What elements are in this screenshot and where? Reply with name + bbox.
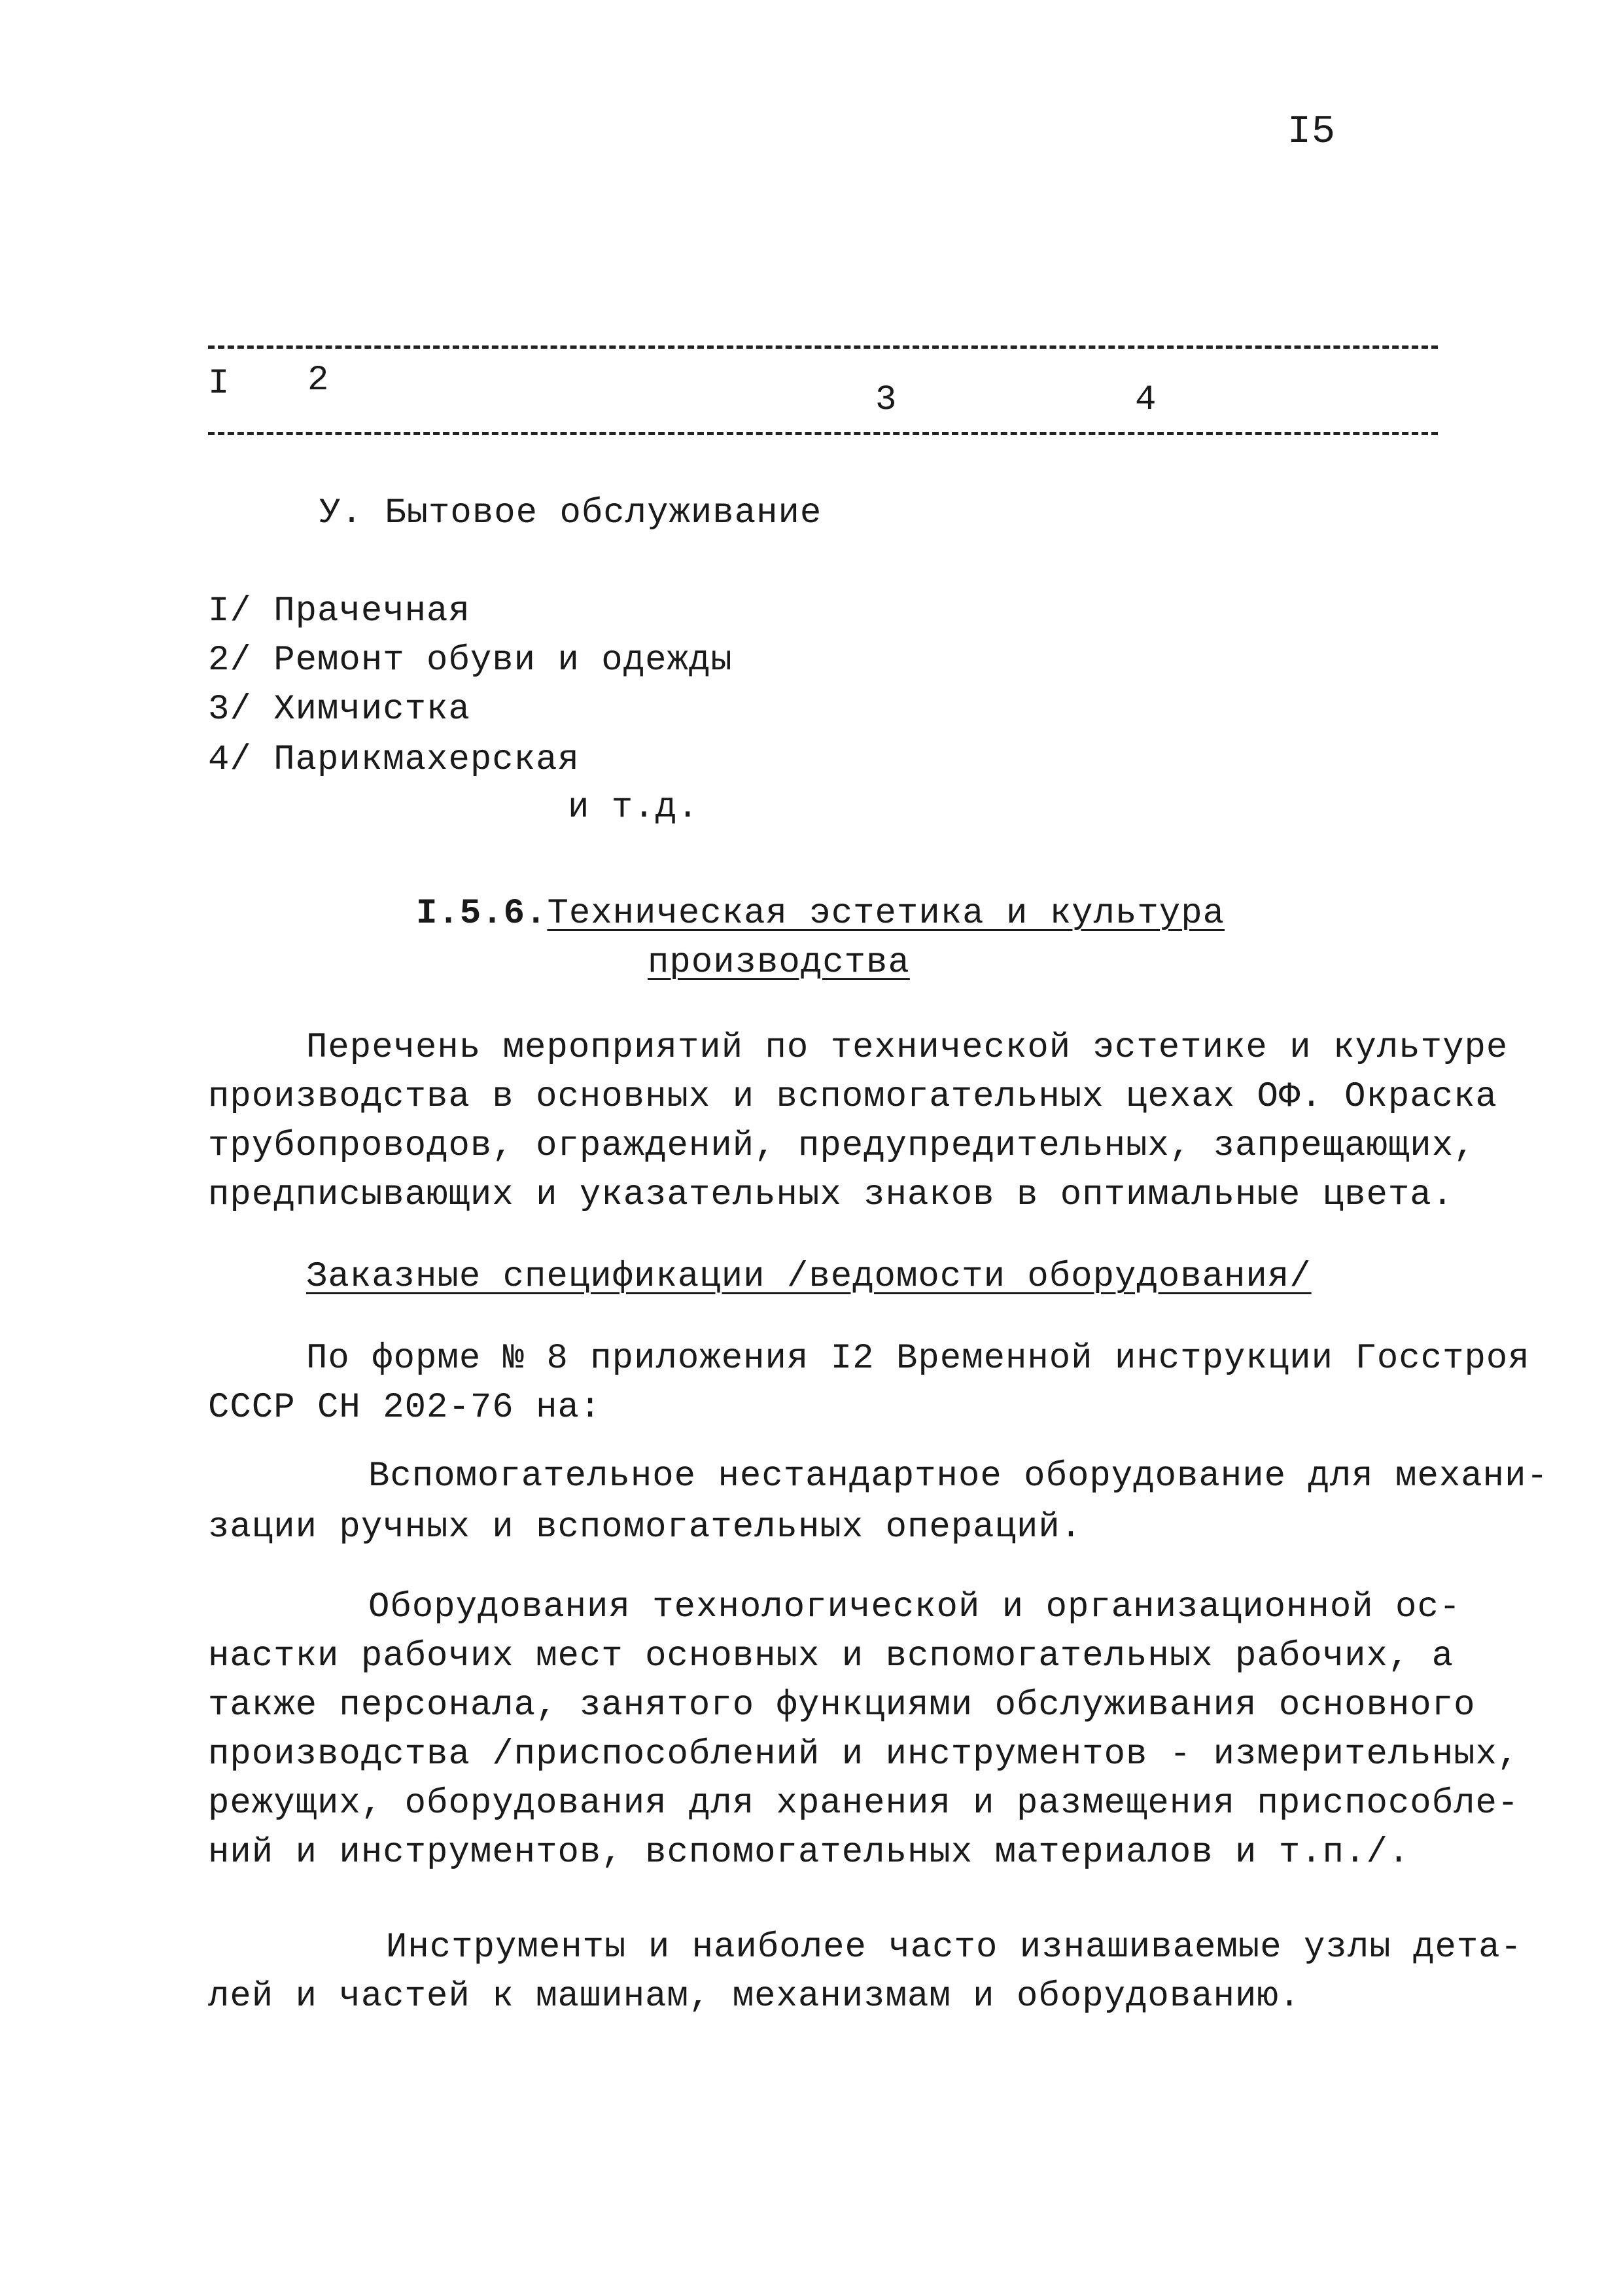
table-col-3-header: 3: [875, 380, 898, 420]
paragraph-line: производства в основных и вспомогательных цехах ОФ. Окраска: [208, 1077, 1497, 1117]
paragraph-line: лей и частей к машинам, механизмам и оборудованию.: [208, 1977, 1301, 2017]
paragraph-line: также персонала, занятого функциями обслуживания основного: [208, 1686, 1476, 1725]
specs-heading: Заказные спецификации /ведомости оборудования/: [306, 1257, 1312, 1297]
paragraph-line: Вспомогательное нестандартное оборудование для механи-: [368, 1457, 1548, 1496]
section-156-number: I.5.6.: [416, 894, 548, 934]
page-number: I5: [1287, 110, 1336, 154]
paragraph-line: По форме № 8 приложения I2 Временной инструкции Госстроя: [306, 1339, 1530, 1379]
table-top-rule: [208, 345, 1438, 349]
table-col-1-header: I: [208, 364, 230, 404]
section-156-title-line1: Техническая эстетика и культура: [547, 894, 1225, 934]
section-v-etc: и т.д.: [568, 788, 699, 828]
paragraph-line: предписывающих и указательных знаков в оптимальные цвета.: [208, 1175, 1454, 1215]
paragraph-line: режущих, оборудования для хранения и размещения приспособле-: [208, 1784, 1520, 1824]
paragraph-line: настки рабочих мест основных и вспомогательных рабочих, а: [208, 1636, 1454, 1676]
paragraph-line: Перечень мероприятий по технической эстетике и культуре: [306, 1028, 1509, 1068]
table-col-4-header: 4: [1135, 380, 1157, 420]
list-item: I/ Прачечная: [208, 592, 470, 631]
paragraph-line: Оборудования технологической и организационной ос-: [368, 1587, 1461, 1627]
table-bottom-rule: [208, 432, 1438, 435]
paragraph-line: ний и инструментов, вспомогательных материалов и т.п./.: [208, 1833, 1410, 1873]
section-v-title: У. Бытовое обслуживание: [319, 493, 822, 533]
paragraph-line: производства /приспособлений и инструментов - измерительных,: [208, 1735, 1520, 1775]
list-item: 4/ Парикмахерская: [208, 740, 580, 780]
table-col-2-header: 2: [307, 361, 330, 400]
paragraph-line: зации ручных и вспомогательных операций.: [208, 1508, 1083, 1547]
section-156-title-line2: производства: [648, 943, 910, 983]
list-item: 2/ Ремонт обуви и одежды: [208, 641, 733, 680]
paragraph-line: трубопроводов, ограждений, предупредительных, запрещающих,: [208, 1126, 1476, 1166]
list-item: 3/ Химчистка: [208, 690, 470, 730]
paragraph-line: СССР СН 202-76 на:: [208, 1388, 602, 1428]
section-156-heading: [416, 896, 1225, 932]
paragraph-line: Инструменты и наиболее часто изнашиваемые узлы дета-: [386, 1928, 1523, 1968]
